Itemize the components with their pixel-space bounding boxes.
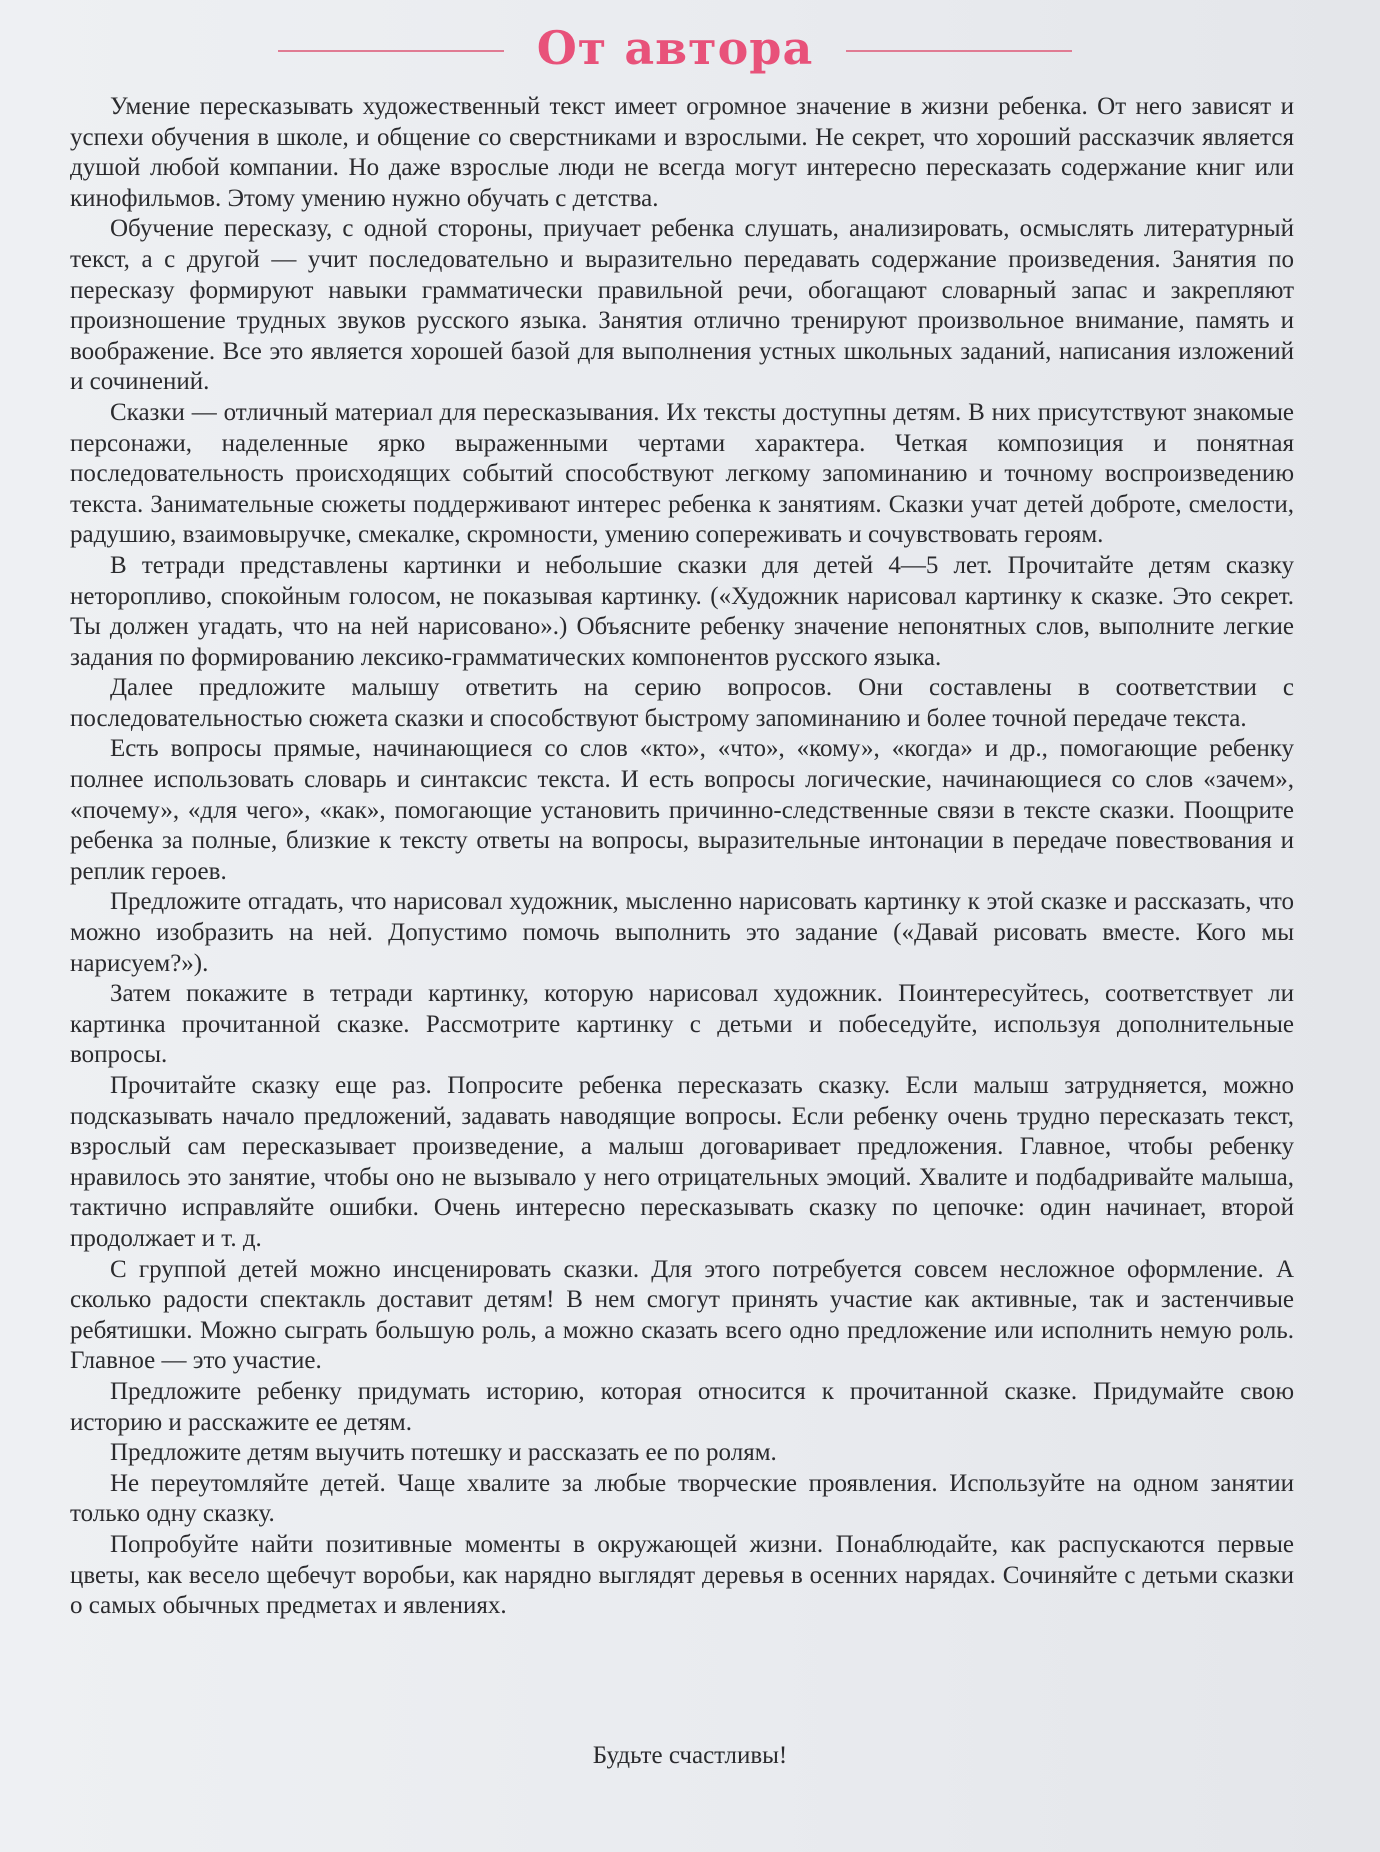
paragraph: Прочитайте сказку еще раз. Попросите ребенка пересказать сказку. Если малыш затрудняется, можно подсказывать начало предложений, задавать наводящие вопросы. Если ребенку очень трудно пересказать текст, взрослый сам пересказывает произведение, а малыш договаривает предложения. Главное, чтобы ребенку нравилось это занятие, чтобы оно не вызывало у него отрицательных эмоций. Хвалите и подбадривайте малыша, тактично исправляйте ошибки. Очень интересно пересказывать сказку по цепочке: один начинает, второй продолжает и т. д. — [70, 1072, 1294, 1252]
closing-line: Будьте счастливы! — [592, 1742, 788, 1769]
title-rule-left — [278, 50, 504, 52]
paragraph: В тетради представлены картинки и небольшие сказки для детей 4—5 лет. Прочитайте детям сказку неторопливо, спокойным голосом, не показывая картинку. («Художник нарисовал картинку к сказке. Это секрет. Ты должен угадать, что на ней нарисовано».) Объясните ребенку значение непонятных слов, выполните легкие задания по формированию лексико-грамматических компонентов русского языка. — [70, 551, 1294, 671]
paragraph: Затем покажите в тетради картинку, которую нарисовал художник. Поинтересуйтесь, соответствует ли картинка прочитанной сказке. Рассмотрите картинку с детьми и побеседуйте, используя дополнительные вопросы. — [70, 980, 1294, 1069]
page-title: От автора — [536, 21, 814, 75]
paragraph: Предложите отгадать, что нарисовал художник, мысленно нарисовать картинку к этой сказке и рассказать, что можно изобразить на ней. Допустимо помочь выполнить это задание («Давай рисовать вместе. Кого мы нарисуем?»). — [70, 888, 1294, 977]
paragraph: Сказки — отличный материал для пересказывания. Их тексты доступны детям. В них присутствуют знакомые персонажи, наделенные ярко выраженными чертами характера. Четкая композиция и понятная последовательность происходящих событий способствуют легкому запоминанию и точному воспроизведению текста. Занимательные сюжеты поддерживают интерес ребенка к занятиям. Сказки учат детей доброте, смелости, радушию, взаимовыручке, смекалке, скромности, умению сопереживать и сочувствовать героям. — [70, 398, 1294, 549]
paragraph: С группой детей можно инсценировать сказки. Для этого потребуется совсем несложное оформление. А сколько радости спектакль доставит детям! В нем смогут принять участие как активные, так и застенчивые ребятишки. Можно сыграть большую роль, а можно сказать всего одно предложение или исполнить немую роль. Главное — это участие. — [70, 1255, 1294, 1375]
paragraph: Умение пересказывать художественный текст имеет огромное значение в жизни ребенка. От него зависят и успехи обучения в школе, и общение со сверстниками и взрослыми. Не секрет, что хороший рассказчик является душой любой компании. Но даже взрослые люди не всегда могут интересно пересказать содержание книг или кинофильмов. Этому умению нужно обучать с детства. — [70, 93, 1294, 212]
title-rule-right — [846, 50, 1072, 52]
paragraph: Предложите ребенку придумать историю, которая относится к прочитанной сказке. Придумайте свою историю и расскажите ее детям. — [70, 1377, 1294, 1436]
paragraph: Попробуйте найти позитивные моменты в окружающей жизни. Понаблюдайте, как распускаются первые цветы, как весело щебечут воробьи, как нарядно выглядят деревья в осенних нарядах. Сочиняйте с детьми сказки о самых обычных предметах и явлениях. — [70, 1530, 1294, 1620]
title-row — [0, 14, 1380, 84]
paragraph: Далее предложите малышу ответить на серию вопросов. Они составлены в соответствии с последовательностью сюжета сказки и способствуют быстрому запоминанию и более точной передаче текста. — [70, 674, 1294, 732]
paragraph: Предложите детям выучить потешку и рассказать ее по ролям. — [110, 1439, 777, 1467]
paragraph: Обучение пересказу, с одной стороны, приучает ребенка слушать, анализировать, осмыслять литературный текст, а с другой — учит последовательно и выразительно передавать содержание произведения. Занятия по пересказу формируют навыки грамматически правильной речи, обогащают словарный запас и закрепляют произношение трудных звуков русского языка. Занятия отлично тренируют произвольное внимание, память и воображение. Все это является хорошей базой для выполнения устных школьных заданий, написания изложений и сочинений. — [70, 215, 1294, 396]
body-text — [70, 92, 1294, 1622]
paragraph: Не переутомляйте детей. Чаще хвалите за любые творческие проявления. Используйте на одном занятии только одну сказку. — [70, 1469, 1294, 1528]
paragraph: Есть вопросы прямые, начинающиеся со слов «кто», «что», «кому», «когда» и др., помогающие ребенку полнее использовать словарь и синтаксис текста. И есть вопросы логические, начинающиеся со слов «зачем», «почему», «для чего», «как», помогающие установить причинно-следственные связи в тексте сказки. Поощрите ребенка за полные, близкие к тексту ответы на вопросы, выразительные интонации в передаче повествования и реплик героев. — [70, 735, 1294, 885]
